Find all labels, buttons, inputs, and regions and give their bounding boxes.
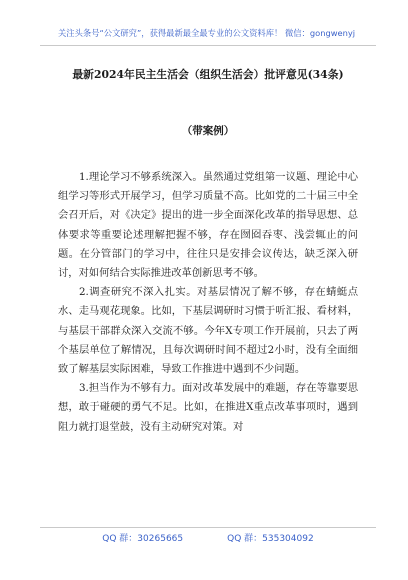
paragraph-1: 1.理论学习不够系统深入。虽然通过党组第一议题、理论中心组学习等形式开展学习，但学习质量不高。比如党的二十届三中全会召开后，对《决定》提出的进一步全面深化改革的指导思想、总体要求等重要论述理解把握不够，存在囫囵吞枣、浅尝辄止的问题。在分管部门的学习中，往往只是安排会议传达，缺乏深入研讨，对如何结合实际推进改革创新思考不够。 xyxy=(58,171,358,280)
footer-qq-group-2: QQ 群：535304092 xyxy=(227,534,314,544)
footer-contacts xyxy=(40,533,376,545)
document-body xyxy=(58,168,358,437)
document-title: 最新2024年民主生活会（组织生活会）批评意见(34条) xyxy=(72,68,344,81)
paragraph-2: 2.调查研究不深入扎实。对基层情况了解不够，存在蜻蜓点水、走马观花现象。比如，下基层调研时习惯于听汇报、看材料，与基层干部群众深入交流不够。今年X专项工作开展前，只去了两个基层单位了解情况，且每次调研时间不超过2小时，没有全面细致了解基层实际困难，导致工作推进中遇到不少问题。 xyxy=(58,286,358,376)
paragraph-3: 3.担当作为不够有力。面对改革发展中的难题，存在等靠要思想，敢于碰硬的勇气不足。比如，在推进X重点改革事项时，遇到阻力就打退堂鼓，没有主动研究对策。对 xyxy=(58,382,358,433)
footer-divider xyxy=(40,527,376,528)
header-divider xyxy=(40,45,376,46)
document-subtitle: （带案例） xyxy=(181,125,235,137)
header-notice: 关注头条号“公文研究”，获得最新最全最专业的公文资料库！ 微信：gongwenyj xyxy=(58,28,356,38)
footer-qq-group-1: QQ 群：30265665 xyxy=(102,534,184,544)
